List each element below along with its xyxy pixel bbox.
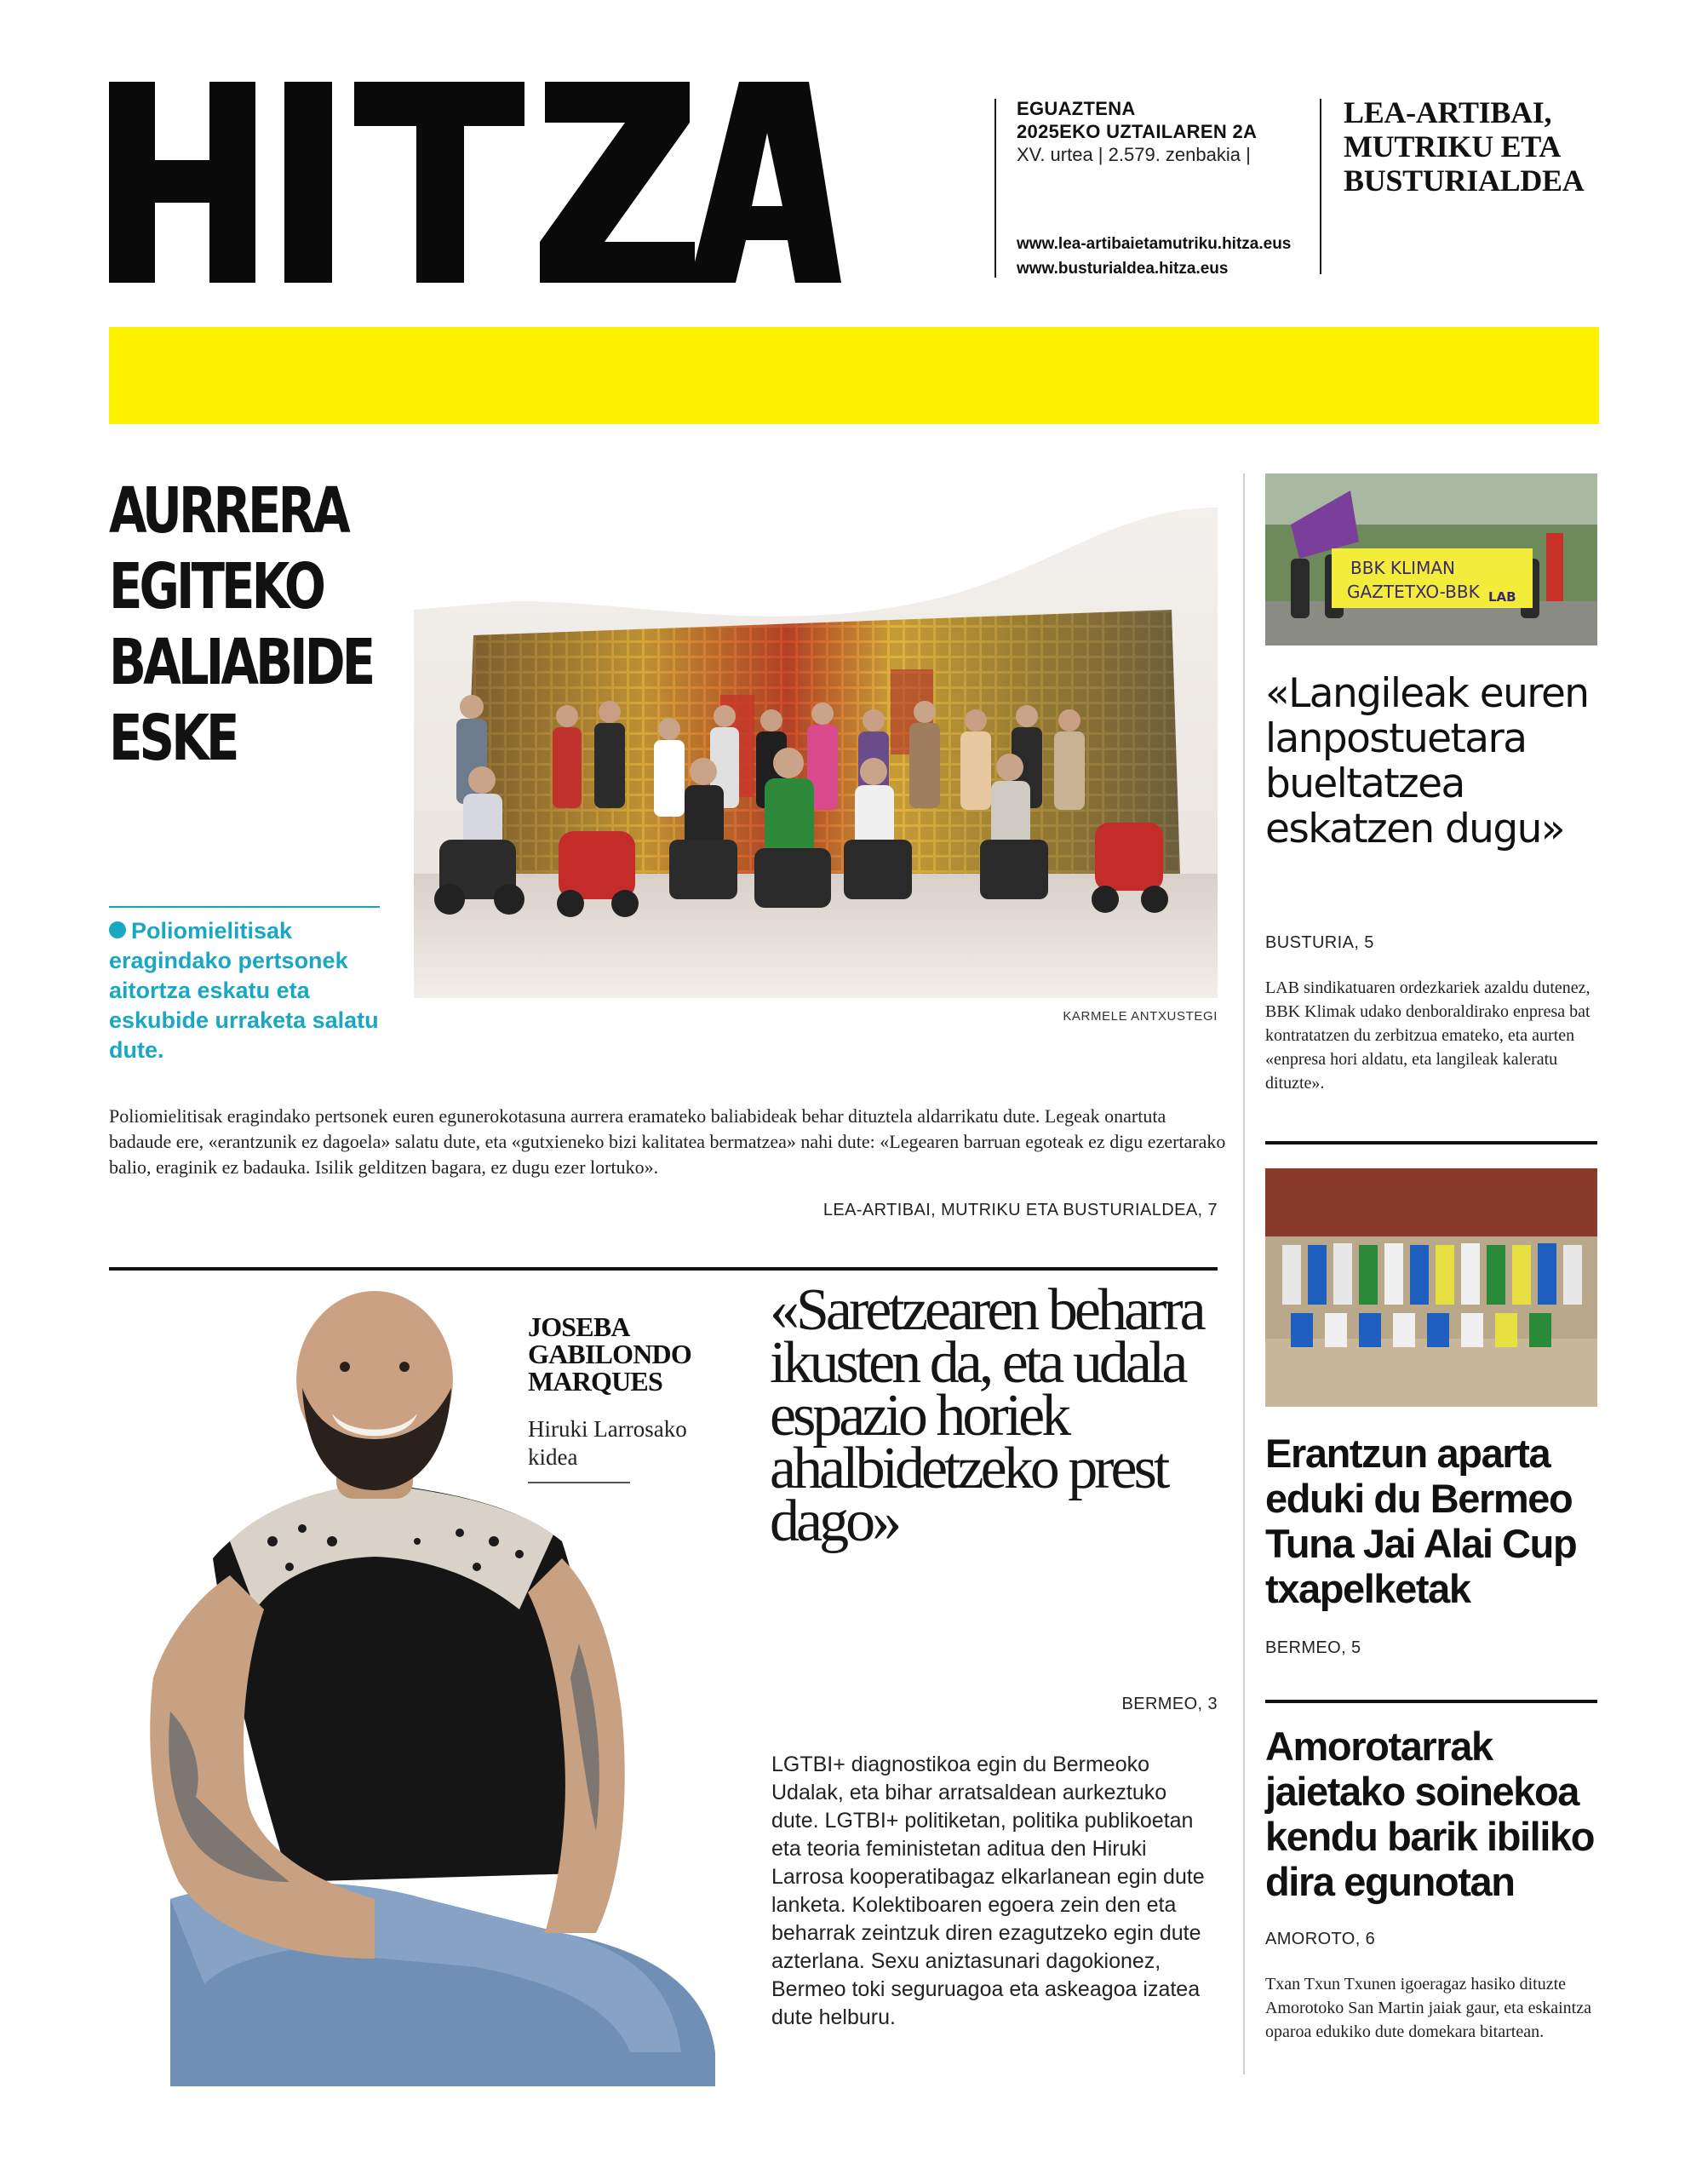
section-divider [109, 1267, 1218, 1271]
side-page-ref[interactable]: BUSTURIA, 5 [1265, 933, 1374, 952]
yellow-banner [109, 327, 1599, 424]
interviewee-name [528, 1313, 698, 1395]
website-link[interactable]: www.busturialdea.hitza.eus [1017, 260, 1229, 278]
region-line: LEA-ARTIBAI, [1344, 95, 1552, 129]
issue-date: 2025EKO UZTAILAREN 2A [1017, 121, 1258, 142]
interview-page-ref[interactable]: BERMEO, 3 [1121, 1695, 1218, 1713]
side-divider [1265, 1700, 1597, 1703]
side-headline[interactable]: Erantzun aparta eduki du Bermeo Tuna Jai Alai Cup txapelketak [1265, 1431, 1577, 1611]
bullet-dot-icon [109, 921, 126, 938]
interviewee-portrait[interactable] [119, 1286, 732, 2086]
headline-line: EGITEKO [109, 550, 323, 623]
masthead-divider [1320, 99, 1321, 274]
region-line: BUSTURIALDEA [1344, 164, 1585, 198]
lead-page-ref[interactable]: LEA-ARTIBAI, MUTRIKU ETA BUSTURIALDEA, 7 [822, 1201, 1218, 1219]
headline-line: BALIABIDE [109, 626, 373, 699]
side-headline[interactable]: Amorotarrak jaietako soinekoa kendu barik ibiliko dira egunotan [1265, 1724, 1595, 1904]
banner-text-line: GAZTETXO-BBK [1347, 582, 1480, 602]
headline-line: ESKE [109, 702, 237, 775]
lead-body: Poliomielitisak eragindako pertsonek euren egunerokotasuna aurrera eramateko baliabideak behar dituztela aldarrikatu dute. Legeak onartuta badaude ere, «erantzunik ez dagoela» salatu dute, eta «gutxieneko bizi kalitatea bermatzea» nahi dute: «Legearen barruan egoteak ez digu ezertarako balio, eraginik ez badauka. Isilik gelditzen bagara, ez dugu ezer lortuko». [109, 1105, 1226, 1178]
side-body: Txan Txun Txunen igoeragaz hasiko dituzte Amorotoko San Martin jaiak gaur, eta eskaintza oparoa edukiko dute domekara bitartean. [1265, 1975, 1591, 2041]
website-links [1017, 232, 1291, 281]
lab-badge: LAB [1488, 589, 1516, 605]
interviewee-role: Hiruki Larrosako kidea [528, 1416, 687, 1470]
masthead-divider [994, 99, 996, 278]
side-divider [1265, 1141, 1597, 1144]
region-line: MUTRIKU ETA [1344, 129, 1562, 164]
website-link[interactable]: www.lea-artibaietamutriku.hitza.eus [1017, 235, 1292, 253]
photo-credit: KARMELE ANTXUSTEGI [1063, 1009, 1218, 1024]
lead-summary-text: Poliomielitisak eragindako pertsonek aitortza eskatu eta eskubide urraketa salatu dute. [109, 918, 379, 1063]
protest-photo[interactable] [1265, 473, 1597, 645]
interview-quote-headline[interactable]: «Saretzearen beharra ikusten da, eta udala espazio horiek ahalbidetzeko prest dago» [770, 1277, 1203, 1554]
headline-line: AURRERA [109, 474, 347, 548]
lead-summary [109, 916, 381, 1065]
hitza-logo [109, 82, 841, 283]
issue-number: XV. urtea | 2.579. zenbakia | [1017, 144, 1251, 165]
side-page-ref[interactable]: AMOROTO, 6 [1265, 1930, 1376, 1948]
side-body: LAB sindikatuaren ordezkariek azaldu dutenez, BBK Klimak udako denboraldirako enpresa bat kontratatzen du zerbitzua emateko, eta aurten «enpresa hori aldatu, eta langileak kaleratu dituzte». [1265, 978, 1591, 1093]
date-block [1017, 97, 1323, 166]
interview-body: LGTBI+ diagnostikoa egin du Bermeoko Udalak, eta bihar arratsaldean aurkeztuko dute. LGTBI+ politiketan, politika publikoetan eta teoria feministetan aditua den Hiruki Larrosa kooperatibagaz elkarlanean egin dute lanketa. Kolektiboaren egoera zein den eta beharrak zeintzuk diren ezagutzeko egin dute azterlana. Sexu aniztasunari dagokionez, Bermeo toki seguruagoa eta askeagoa izatea dute helburu. [771, 1753, 1205, 2029]
edition-region [1344, 95, 1650, 198]
name-line: MARQUES [528, 1366, 662, 1397]
lead-headline[interactable] [109, 473, 373, 777]
summary-rule [109, 906, 380, 908]
side-headline[interactable]: «Langileak euren lanpostuetara bueltatzea eskatzen dugu» [1265, 670, 1589, 852]
side-page-ref[interactable]: BERMEO, 5 [1265, 1638, 1361, 1657]
lead-group-photo[interactable] [414, 473, 1218, 998]
jai-alai-team-photo[interactable] [1265, 1168, 1597, 1407]
name-line: JOSEBA [528, 1311, 630, 1342]
name-line: GABILONDO [528, 1339, 691, 1369]
name-rule [528, 1482, 630, 1483]
banner-text-line: BBK KLIMAN [1350, 558, 1455, 578]
weekday: EGUAZTENA [1017, 98, 1136, 119]
column-divider [1243, 473, 1245, 2074]
